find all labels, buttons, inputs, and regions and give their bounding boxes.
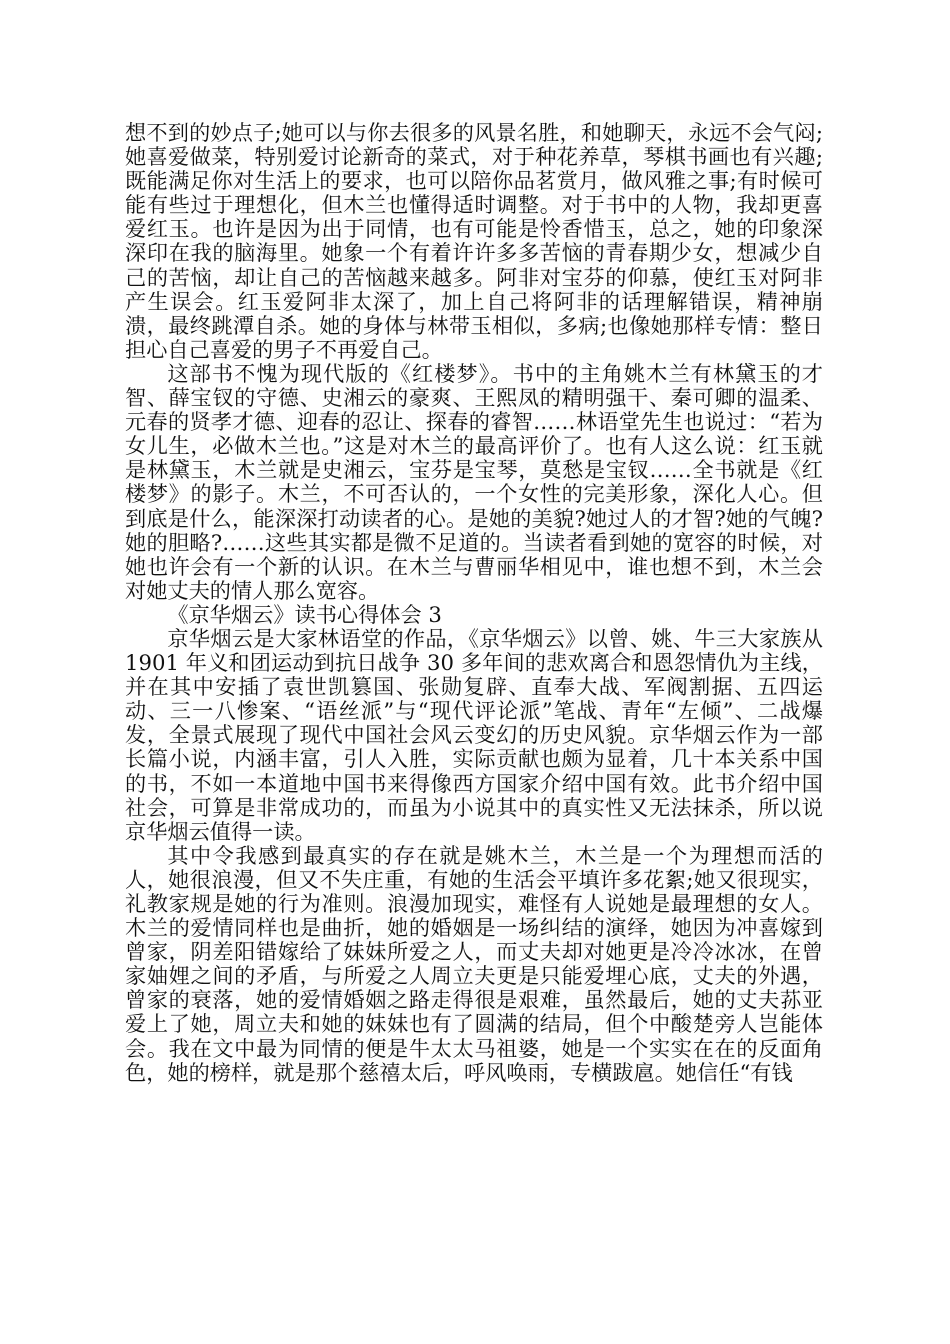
- section-heading: 《京华烟云》读书心得体会 3: [167, 601, 442, 627]
- document-page: [125, 121, 823, 1085]
- paragraph-4: 其中令我感到最真实的存在就是姚木兰，木兰是一个为理想而活的人，她很浪漫，但又不失庄重，有她的生活会平填许多花絮;她又很现实，礼教家规是她的行为准则。浪漫加现实，难怪有人说她是最理想的女人。木兰的爱情同样也是曲折，她的婚姻是一场纠结的演绎，她因为冲喜嫁到曾家，阴差阳错嫁给了妹妹所爱之人，而丈夫却对她更是冷冷冰冰，在曾家妯娌之间的矛盾，与所爱之人周立夫更是只能爱埋心底，丈夫的外遇，曾家的衰落，她的爱情婚姻之路走得很是艰难，虽然最后，她的丈夫荪亚爱上了她，周立夫和她的妹妹也有了圆满的结局，但个中酸楚旁人岂能体会。我在文中最为同情的便是牛太太马祖婆，她是一个实实在在的反面角色，她的榜样，就是那个慈禧太后，呼风唤雨，专横跋扈。她信任“有钱: [125, 842, 823, 1085]
- paragraph-3: 京华烟云是大家林语堂的作品，《京华烟云》以曾、姚、牛三大家族从 1901 年义和团运动到抗日战争 30 多年间的悲欢离合和恩怨情仇为主线，并在其中安插了袁世凯篡国、张勋复辟、直奉大战、军阀割据、五四运动、三一八惨案、“语丝派”与“现代评论派”笔战、青年“左倾”、二战爆发，全景式展现了现代中国社会风云变幻的历史风貌。京华烟云作为一部长篇小说，内涵丰富，引人入胜，实际贡献也颇为显着，几十本关系中国的书，不如一本道地中国书来得像西方国家介绍中国有效。此书介绍中国社会，可算是非常成功的，而虽为小说其中的真实性又无法抹杀，所以说京华烟云值得一读。: [125, 625, 823, 844]
- paragraph-2: 这部书不愧为现代版的《红楼梦》。书中的主角姚木兰有林黛玉的才智、薛宝钗的守德、史湘云的豪爽、王熙凤的精明强干、秦可卿的温柔、元春的贤孝才德、迎春的忍让、探春的睿智……林语堂先生也说过：“若为女儿生，必做木兰也。”这是对木兰的最高评价了。也有人这么说：红玉就是林黛玉，木兰就是史湘云，宝芬是宝琴，莫愁是宝钗……全书就是《红楼梦》的影子。木兰，不可否认的，一个女性的完美形象，深化人心。但到底是什么，能深深打动读者的心。是她的美貌?她过人的才智?她的气魄?她的胆略?……这些其实都是微不足道的。当读者看到她的宽容的时候，对她也许会有一个新的认识。在木兰与曹丽华相见中，谁也想不到，木兰会对她丈夫的情人那么宽容。: [125, 360, 823, 603]
- paragraph-1: 想不到的妙点子;她可以与你去很多的风景名胜，和她聊天，永远不会气闷;她喜爱做菜，特别爱讨论新奇的菜式，对于种花养草，琴棋书画也有兴趣;既能满足你对生活上的要求，也可以陪你品茗赏月，做风雅之事;有时候可能有些过于理想化，但木兰也懂得适时调整。对于书中的人物，我却更喜爱红玉。也许是因为出于同情，也有可能是怜香惜玉，总之，她的印象深深印在我的脑海里。她象一个有着许许多多苦恼的青春期少女，想减少自己的苦恼，却让自己的苦恼越来越多。阿非对宝芬的仰慕，使红玉对阿非产生误会。红玉爱阿非太深了，加上自己将阿非的话理解错误，精神崩溃，最终跳潭自杀。她的身体与林带玉相似，多病;也像她那样专情：整日担心自己喜爱的男子不再爱自己。: [125, 120, 823, 362]
